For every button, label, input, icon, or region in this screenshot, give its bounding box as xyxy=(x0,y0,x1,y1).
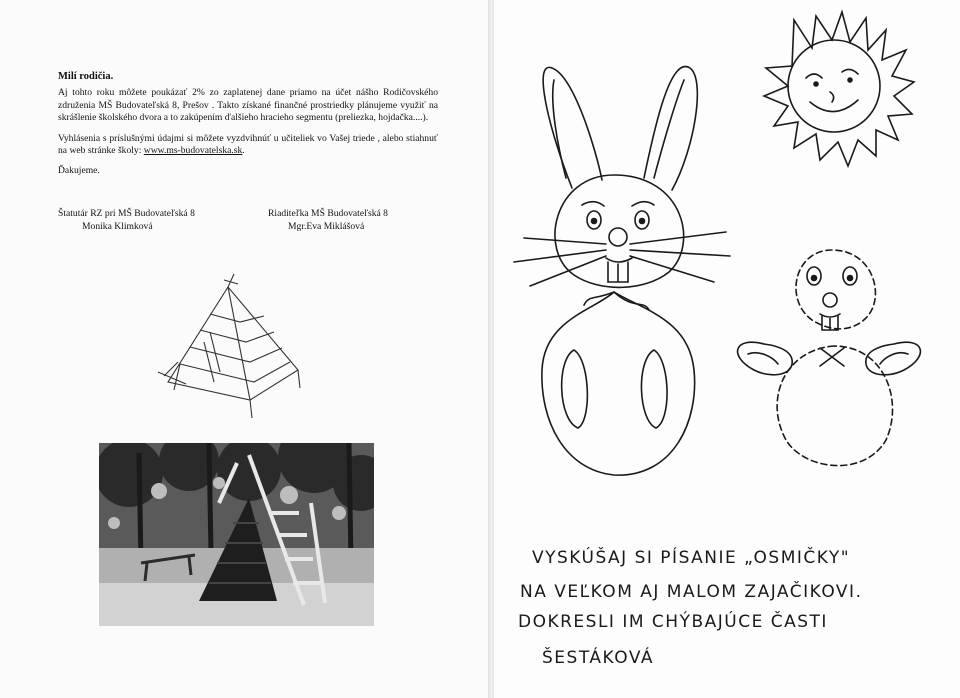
letter-paragraph-2 xyxy=(58,133,438,158)
small-bunny-face xyxy=(738,267,921,375)
school-website-link[interactable]: www.ms-budovatelska.sk xyxy=(143,145,243,157)
letter-paragraph-2-end: . xyxy=(242,145,245,157)
letter-paragraph-1: Aj tohto roku môžete poukázať 2% zo zaplatenej dane priamo na účet nášho Rodičovského združenia MŠ Budovateľská 8, Prešov . Takto získané finančné prostriedky plánujeme využiť na skrášlenie školského dvora a to zakúpením ďalšieho hracieho segmentu (preliezka, hojdačka....). xyxy=(58,87,438,124)
parent-letter xyxy=(58,71,438,178)
signature-left-role: Štatutár RZ pri MŠ Budovateľská 8 xyxy=(58,208,195,219)
signature-right-name: Mgr.Eva Miklášová xyxy=(288,221,365,232)
big-bunny-drawing xyxy=(514,67,730,476)
letter-paragraph-2-text: Vyhlásenia s príslušnými údajmi si môžete vyzdvihnúť u učiteliek vo Vašej triede , alebo stiahnuť na web stránke školy: xyxy=(58,132,438,157)
letter-greeting: Milí rodičia. xyxy=(58,71,114,82)
signature-right-role: Riaditeľka MŠ Budovateľská 8 xyxy=(268,208,388,219)
right-page xyxy=(494,0,960,698)
instruction-line-2: NA VEĽKOM AJ MALOM ZAJAČIKOVI. xyxy=(520,582,863,602)
letter-thanks: Ďakujeme. xyxy=(58,165,100,177)
sun-drawing xyxy=(764,12,914,166)
signature-left xyxy=(58,207,195,233)
climbing-frame-sketch xyxy=(150,272,320,422)
instruction-line-3: DOKRESLI IM CHÝBAJÚCE ČASTI xyxy=(518,612,828,632)
signature-right xyxy=(268,207,388,233)
small-bunny-drawing xyxy=(777,250,892,466)
playground-photo xyxy=(99,443,374,626)
signature-left-name: Monika Klimková xyxy=(82,221,153,232)
worksheet-author: ŠESTÁKOVÁ xyxy=(542,648,654,668)
instruction-line-1: VYSKÚŠAJ SI PÍSANIE „OSMIČKY" xyxy=(532,548,851,568)
